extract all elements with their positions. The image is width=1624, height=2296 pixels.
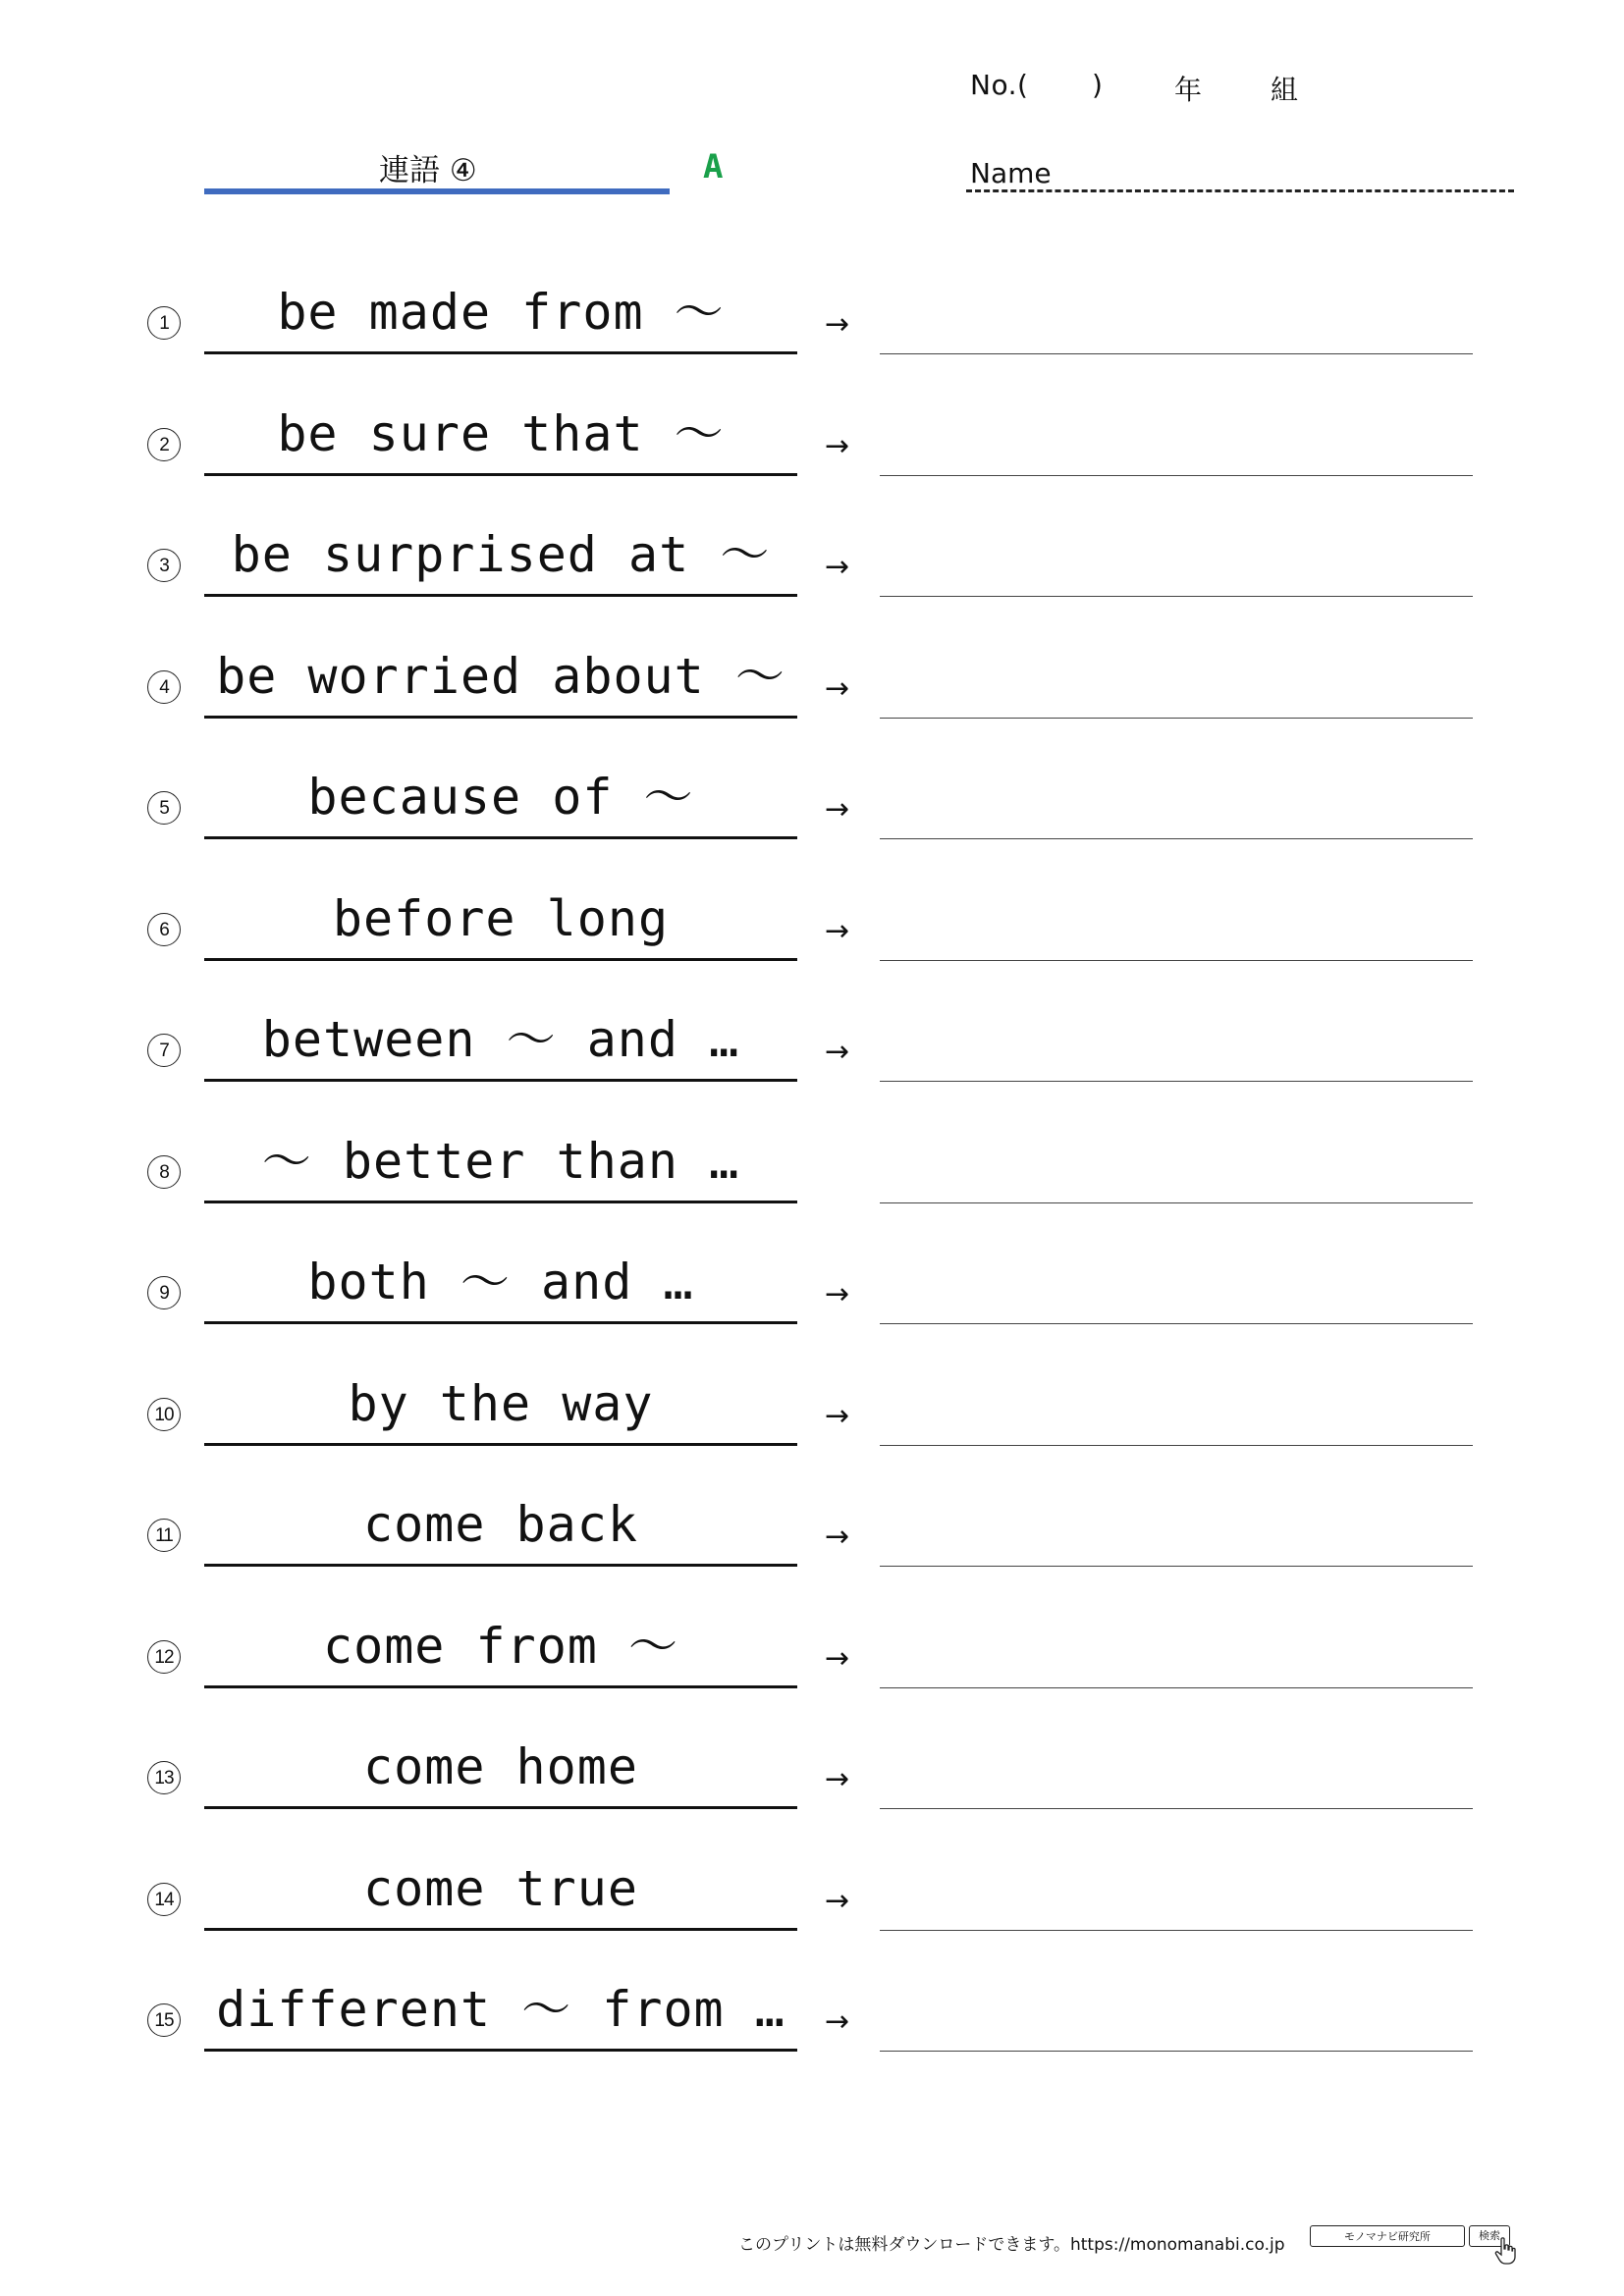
phrase-row <box>0 608 1624 729</box>
phrase-row <box>0 1941 1624 2062</box>
phrase-row <box>0 971 1624 1093</box>
answer-line[interactable] <box>880 596 1473 597</box>
phrase-underline <box>204 716 797 719</box>
right-arrow-icon: → <box>825 428 850 463</box>
answer-line[interactable] <box>880 1323 1473 1324</box>
phrase-text: be made from 〜 <box>277 284 725 341</box>
phrase-row <box>0 365 1624 487</box>
worksheet-title: 連語 ④ <box>379 153 477 188</box>
answer-line[interactable] <box>880 2051 1473 2052</box>
item-number: 4 <box>147 670 181 704</box>
right-arrow-icon: → <box>825 1277 850 1311</box>
phrase-text: be worried about 〜 <box>216 647 785 705</box>
phrase-underline <box>204 836 797 839</box>
no-close-paren: ) <box>1092 69 1104 101</box>
phrase-underline <box>204 1685 797 1688</box>
phrase-underline <box>204 1201 797 1203</box>
phrase-underline <box>204 1806 797 1809</box>
phrase-text: be sure that 〜 <box>277 404 725 462</box>
search-button[interactable]: 検索 <box>1469 2225 1510 2247</box>
phrase-underline <box>204 473 797 476</box>
item-number: 1 <box>147 306 181 340</box>
class-label: 組 <box>1271 74 1299 106</box>
search-box[interactable]: モノマナビ研究所 <box>1310 2225 1465 2247</box>
phrase-text: because of 〜 <box>307 769 694 826</box>
item-number: 10 <box>147 1398 181 1431</box>
item-number: 7 <box>147 1034 181 1067</box>
phrase-underline <box>204 1443 797 1446</box>
item-number: 6 <box>147 913 181 946</box>
answer-line[interactable] <box>880 1081 1473 1082</box>
phrase-text: different 〜 from … <box>216 1981 785 2038</box>
right-arrow-icon: → <box>825 913 850 948</box>
answer-line[interactable] <box>880 1445 1473 1446</box>
name-field-line[interactable] <box>966 189 1514 192</box>
phrase-text: come home <box>363 1738 638 1795</box>
no-label: No.( <box>970 69 1029 101</box>
version-label: A <box>703 147 724 187</box>
item-number: 14 <box>147 1883 181 1916</box>
phrase-text: be surprised at 〜 <box>231 526 771 583</box>
answer-line[interactable] <box>880 1687 1473 1688</box>
phrase-underline <box>204 1928 797 1931</box>
answer-line[interactable] <box>880 838 1473 839</box>
right-arrow-icon: → <box>825 1035 850 1069</box>
footer-text: このプリントは無料ダウンロードできます。https://monomanabi.co.jp <box>738 2235 1285 2255</box>
answer-line[interactable] <box>880 718 1473 719</box>
phrase-row <box>0 1577 1624 1699</box>
answer-line[interactable] <box>880 960 1473 961</box>
right-arrow-icon: → <box>825 2004 850 2039</box>
phrase-underline <box>204 1564 797 1567</box>
hand-cursor-icon <box>1494 2237 1516 2265</box>
phrase-text: before long <box>332 889 670 947</box>
right-arrow-icon: → <box>825 670 850 706</box>
right-arrow-icon: → <box>825 1398 850 1433</box>
right-arrow-icon: → <box>825 1762 850 1796</box>
phrase-row <box>0 1698 1624 1820</box>
phrase-row <box>0 486 1624 608</box>
answer-line[interactable] <box>880 1566 1473 1567</box>
right-arrow-icon: → <box>825 307 850 342</box>
phrase-text: both 〜 and … <box>307 1254 694 1310</box>
item-number: 9 <box>147 1276 181 1309</box>
item-number: 11 <box>147 1519 181 1552</box>
phrase-row <box>0 850 1624 972</box>
year-label: 年 <box>1174 74 1203 106</box>
phrase-text: by the way <box>348 1374 654 1432</box>
item-number: 13 <box>147 1761 181 1794</box>
item-number: 8 <box>147 1155 181 1189</box>
phrase-row <box>0 1213 1624 1335</box>
name-label: Name <box>970 157 1052 189</box>
phrase-row <box>0 1335 1624 1457</box>
phrase-text: 〜 better than … <box>261 1132 740 1190</box>
right-arrow-icon: → <box>825 1640 850 1676</box>
answer-line[interactable] <box>880 1202 1473 1203</box>
phrase-underline <box>204 958 797 961</box>
item-number: 2 <box>147 428 181 461</box>
phrase-text: come back <box>363 1496 638 1553</box>
phrase-underline <box>204 594 797 597</box>
item-number: 5 <box>147 791 181 825</box>
phrase-underline <box>204 1079 797 1082</box>
phrase-row <box>0 728 1624 850</box>
phrase-row <box>0 1456 1624 1577</box>
right-arrow-icon: → <box>825 550 850 584</box>
answer-line[interactable] <box>880 353 1473 354</box>
answer-line[interactable] <box>880 1808 1473 1809</box>
title-underline <box>204 188 670 194</box>
item-number: 12 <box>147 1640 181 1674</box>
phrase-underline <box>204 351 797 354</box>
phrase-text: between 〜 and … <box>261 1011 740 1068</box>
answer-line[interactable] <box>880 475 1473 476</box>
phrase-row <box>0 1820 1624 1942</box>
right-arrow-icon: → <box>825 1520 850 1554</box>
phrase-row <box>0 243 1624 365</box>
phrase-text: come true <box>363 1859 638 1917</box>
phrase-underline <box>204 2049 797 2052</box>
phrase-text: come from 〜 <box>322 1617 679 1675</box>
item-number: 15 <box>147 2003 181 2037</box>
phrase-row <box>0 1093 1624 1214</box>
phrase-underline <box>204 1321 797 1324</box>
item-number: 3 <box>147 549 181 582</box>
answer-line[interactable] <box>880 1930 1473 1931</box>
right-arrow-icon: → <box>825 1883 850 1918</box>
right-arrow-icon: → <box>825 792 850 827</box>
